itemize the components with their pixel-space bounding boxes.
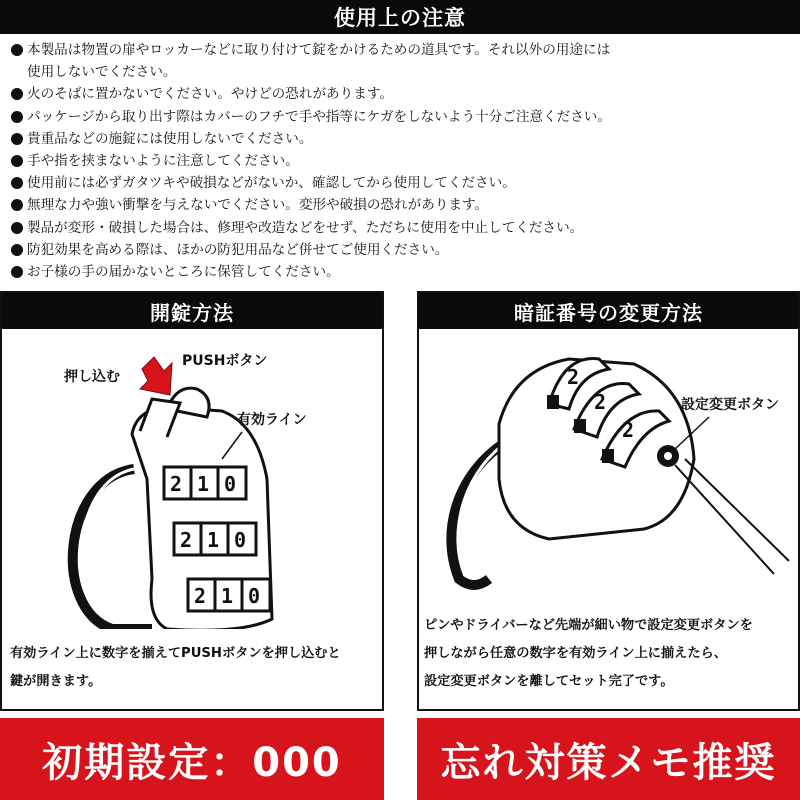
dial-digit-mark: 2 [567,365,580,389]
list-item [10,194,790,216]
setting-button-label: 設定変更ボタン [681,397,779,413]
list-item [10,239,790,261]
bullet-icon [11,266,23,278]
dial-digit: 0 [234,528,247,552]
unlock-caption [10,640,341,696]
caution-text: 貴重品などの施錠には使用しないでください。 [27,130,313,147]
caution-text: 製品が変形・破損した場合は、修理や改造などをせず、ただちに使用を中止してください。 [27,219,584,236]
list-item [10,39,790,61]
caution-text: 防犯効果を高める際は、ほかの防犯用品など併せてご使用ください。 [27,241,449,258]
valid-line-label: 有効ライン [237,412,307,428]
list-item [10,172,790,194]
dial-digit-mark: 2 [622,418,635,442]
dial-digit: 2 [170,472,183,496]
list-item [10,61,790,83]
memo-recommend-banner: 忘れ対策メモ推奨 [417,718,800,800]
dial-digit: 1 [221,584,234,608]
bullet-icon [11,199,23,211]
initial-setting-banner: 初期設定：000 [0,718,384,800]
list-item [10,150,790,172]
bullet-icon [11,222,23,234]
caution-text: 無理な力や強い衝撃を与えないでください。変形や破損の恐れがあります。 [27,197,489,214]
bullet-icon [11,44,23,56]
padlock-illustration [2,329,382,629]
pin-tool-icon [675,459,789,574]
dial-row-3[interactable] [188,579,270,611]
change-code-title: 暗証番号の変更方法 [419,293,798,329]
caution-title: 使用上の注意 [0,0,800,34]
caution-text: パッケージから取り出す際はカバーのフチで手や指等にケガをしないよう十分ご注意ください。 [27,108,611,125]
change-code-caption [424,612,753,696]
caption-line: 設定変更ボタンを離してセット完了です。 [424,674,674,689]
dial-digit: 0 [248,584,261,608]
caution-text: お子様の手の届かないところに保管してください。 [27,264,340,281]
bullet-icon [11,177,23,189]
bullet-icon [11,88,23,100]
push-in-label: 押し込む [64,369,120,385]
list-item [10,128,790,150]
caution-text: 手や指を挟まないように注意してください。 [27,153,299,170]
caution-text: 火のそばに置かないでください。やけどの恐れがあります。 [27,86,393,103]
list-item [10,83,790,105]
list-item [10,106,790,128]
unlock-title: 開錠方法 [2,293,382,329]
push-arrow-icon [140,357,172,395]
dial-row-2[interactable] [174,523,256,555]
dial-digit: 1 [197,472,210,496]
list-item [10,217,790,239]
caption-line: ピンやドライバーなど先端が細い物で設定変更ボタンを [424,618,753,633]
caution-list [10,39,790,283]
dial-digit-mark: 2 [594,390,607,414]
list-item [10,261,790,283]
caption-line: 押しながら任意の数字を有効ライン上に揃えたら、 [424,646,727,661]
bullet-icon [11,155,23,167]
dial-digit: 1 [207,528,220,552]
dial-digit: 2 [194,584,207,608]
bullet-icon [11,111,23,123]
bullet-icon [11,244,23,256]
dial-row-1[interactable] [164,467,246,499]
padlock-back-illustration [419,329,799,599]
caution-text: 使用しないでください。 [27,64,177,81]
dial-digit: 2 [180,528,193,552]
caution-text: 本製品は物置の扉やロッカーなどに取り付けて錠をかけるための道具です。それ以外の用途には [27,42,611,58]
caption-line: 有効ライン上に数字を揃えてPUSHボタンを押し込むと [10,646,341,661]
caption-line: 鍵が開きます。 [10,674,102,689]
bullet-icon [11,133,23,145]
dial-digit: 0 [224,472,237,496]
push-button-label: PUSHボタン [182,353,268,369]
shackle-icon [73,469,152,629]
caution-text: 使用前には必ずガタツキや破損などがないか、確認してから使用してください。 [27,175,516,192]
